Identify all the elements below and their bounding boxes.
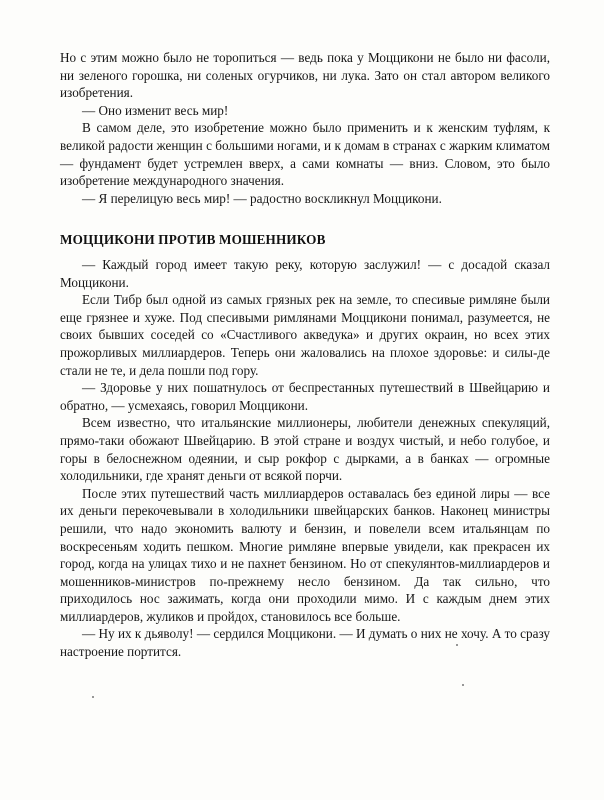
paragraph: После этих путешествий часть миллиардеров оставалась без единой лиры — все их деньги перекочевывали в холодильники швейцарских банков. Наконец министры решили, что надо экономить валюту и бензин, и повелели всем итальянцам по воскресеньям ходить пешком. Многие римляне впервые увидели, как прекрасен их город, когда на улицах тихо и не пахнет бензином. Но от спекулянтов-миллиардеров и мошенников-министров по-прежнему несло бензином. Да так сильно, что приходилось нос зажимать, когда они проходили мимо. И с каждым днем этих миллиардеров, жуликов и пройдох, становилось все больше. bbox=[60, 485, 550, 624]
section-title: МОЦЦИКОНИ ПРОТИВ МОШЕННИКОВ bbox=[60, 232, 326, 247]
paragraph: — Оно изменит весь мир! bbox=[82, 102, 229, 118]
paragraph: Но с этим можно было не торопиться — ведь пока у Моццикони не было ни фасоли, ни зеленого горошка, ни соленых огурчиков, ни лука. Зато он стал автором великого изобретения. bbox=[60, 50, 550, 101]
paragraph: В самом деле, это изобретение можно было применить и к женским туфлям, к великой радости женщин с большими ногами, и к домам в странах с жарким климатом — фундамент будет устремлен вверх, а сами комнаты — вниз. Словом, это было изобретение международного значения. bbox=[60, 120, 550, 189]
scan-speck bbox=[92, 696, 94, 698]
paragraph: — Ну их к дьяволу! — сердился Моццикони. — И думать о них не хочу. А то сразу настроение портится. bbox=[60, 626, 550, 660]
intro-text bbox=[60, 49, 550, 207]
scan-speck bbox=[456, 644, 458, 646]
paragraph: Всем известно, что итальянские миллионеры, любители денежных спекуляций, прямо-таки обожают Швейцарию. В этой стране и воздух чистый, и небо голубое, и горы в белоснежном одеянии, и сыр рокфор с дырками, а в банках — огромные холодильники, где хранят деньги от всякой порчи. bbox=[60, 415, 550, 484]
paragraph: — Каждый город имеет такую реку, которую заслужил! — с досадой сказал Моццикони. bbox=[60, 257, 550, 290]
scan-speck bbox=[462, 684, 464, 686]
paragraph: — Я перелицую весь мир! — радостно воскликнул Моццикони. bbox=[82, 190, 442, 206]
story-text bbox=[60, 256, 550, 661]
paragraph: Если Тибр был одной из самых грязных рек на земле, то спесивые римляне были еще грязнее и хуже. Под спесивыми римлянами Моццикони понимал, разумеется, не своих бывших соседей со «Счастливого акведука» и других окраин, но всех этих прожорливых миллиардеров. Теперь они жаловались на плохое здоровье: и силы-де стали не те, и дела пошли под гору. bbox=[60, 292, 550, 378]
paragraph: — Здоровье у них пошатнулось от беспрестанных путешествий в Швейцарию и обратно, — усмехаясь, говорил Моццикони. bbox=[60, 380, 550, 413]
